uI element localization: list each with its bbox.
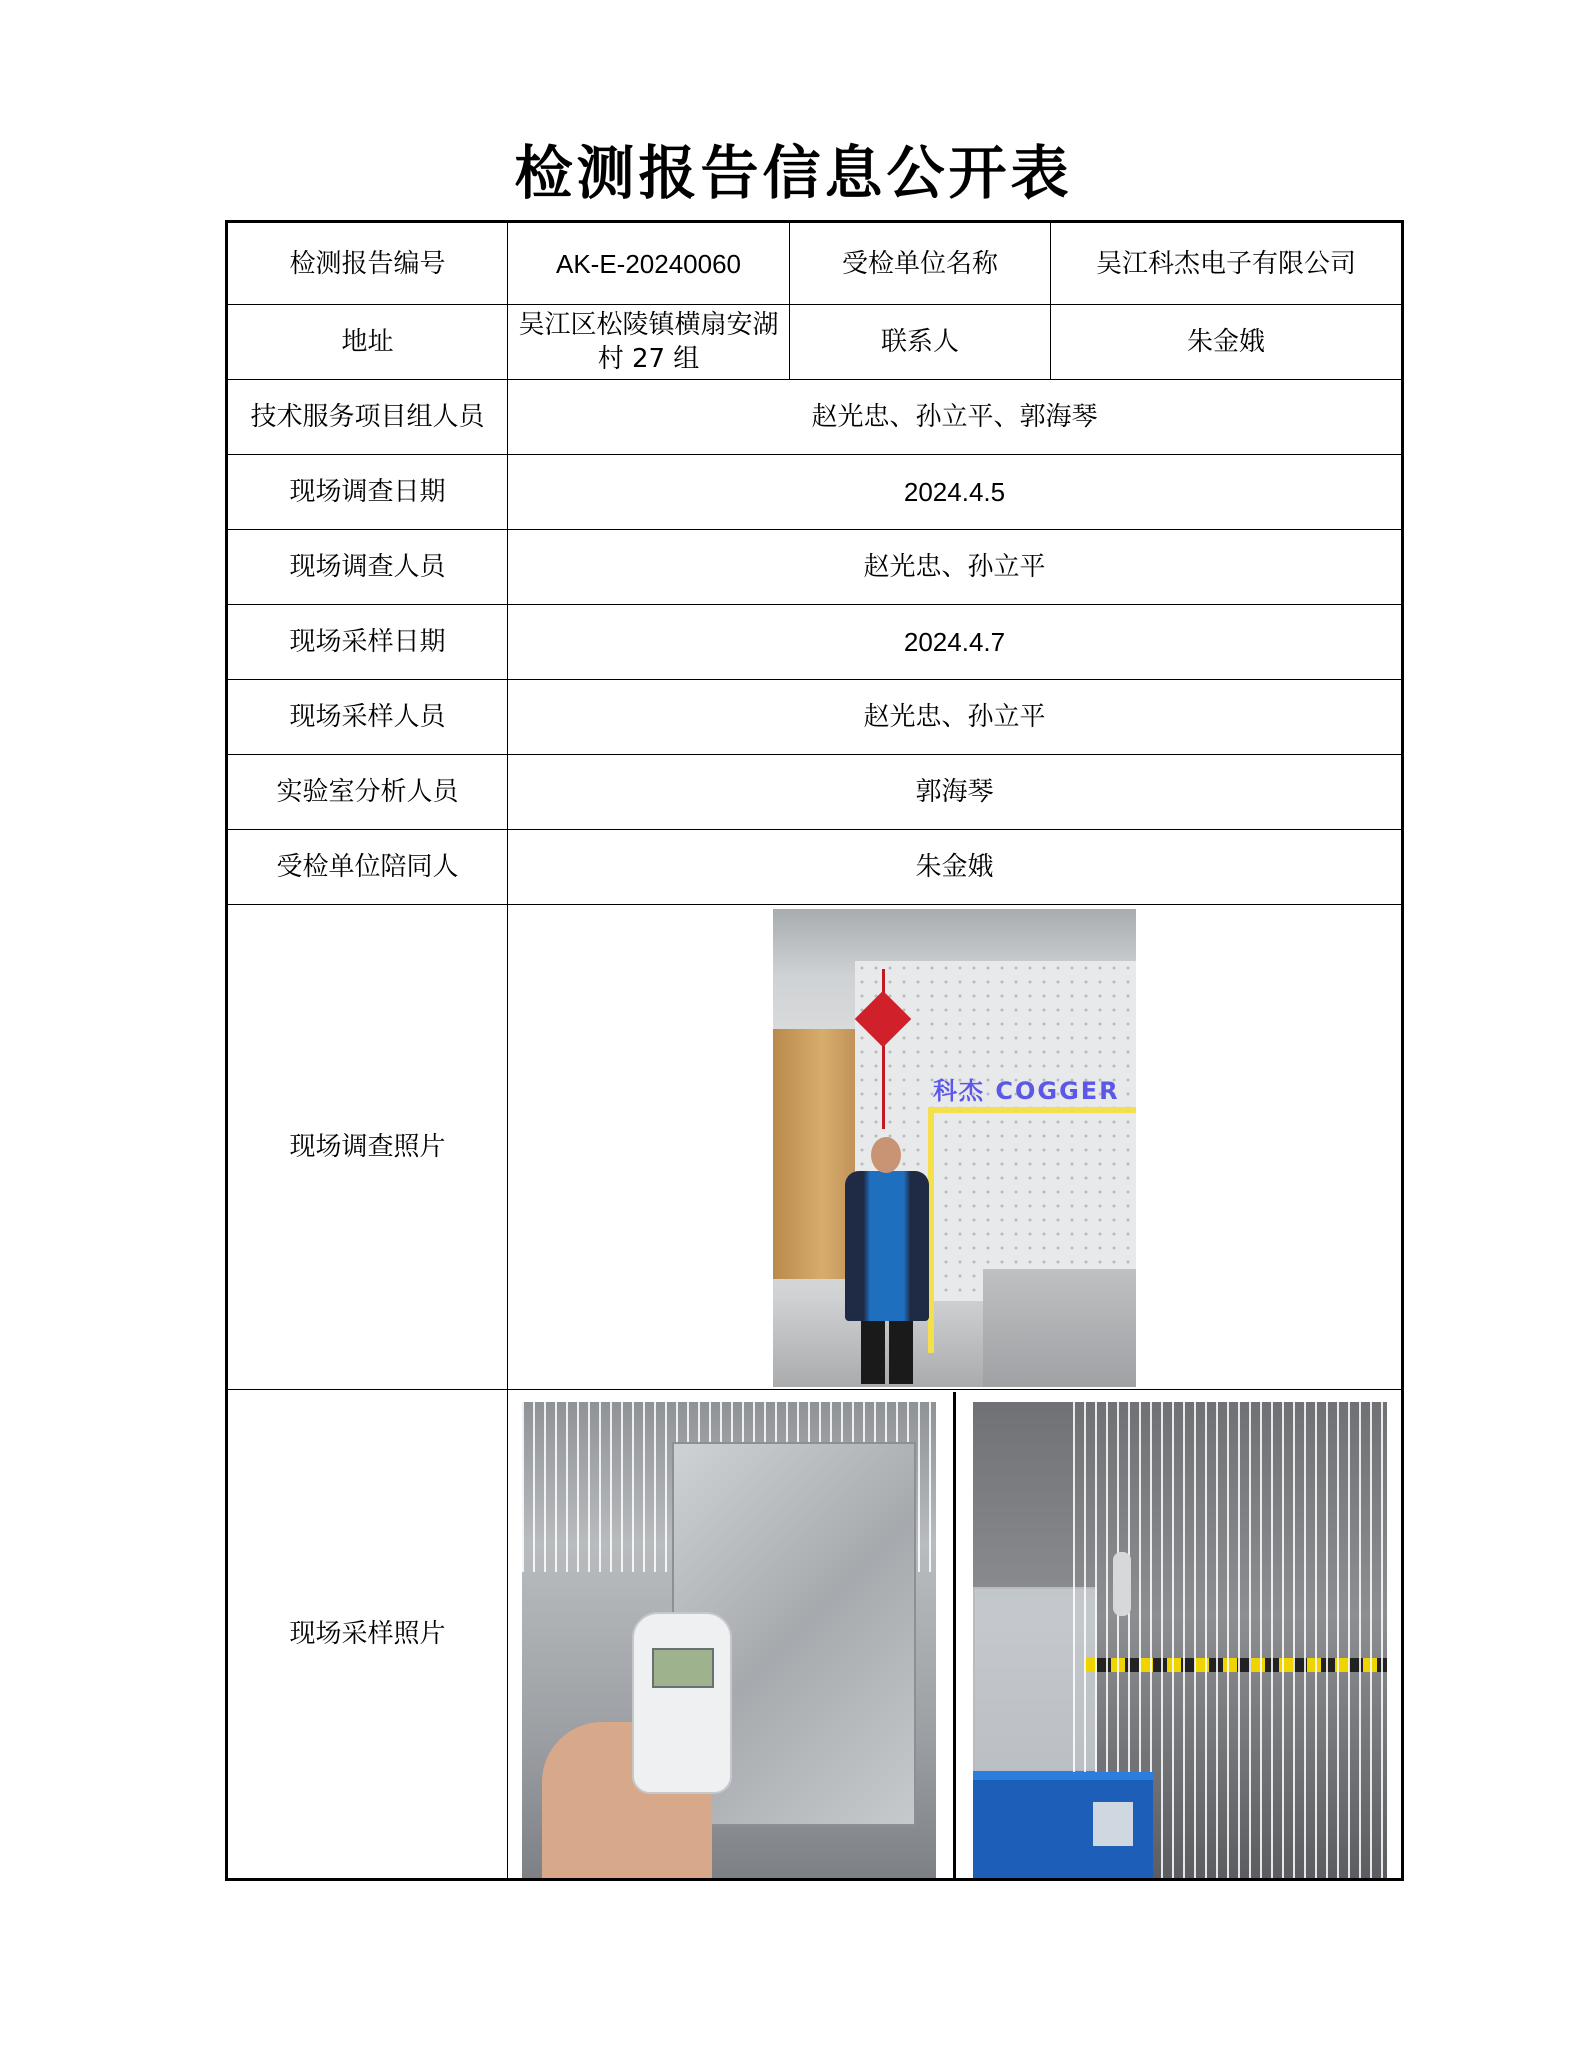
photo-person-head bbox=[871, 1137, 901, 1173]
report-no-label: 检测报告编号 bbox=[227, 222, 508, 305]
report-no-value: AK-E-20240060 bbox=[508, 222, 790, 305]
survey-photo bbox=[773, 909, 1136, 1387]
address-value: 吴江区松陵镇横扇安湖村 27 组 bbox=[508, 305, 790, 380]
page-title: 检测报告信息公开表 bbox=[514, 139, 1073, 207]
row-value: 赵光忠、孙立平 bbox=[508, 680, 1403, 755]
table-row bbox=[227, 755, 1403, 830]
row-label: 技术服务项目组人员 bbox=[227, 380, 508, 455]
photo-sampling-instrument bbox=[973, 1772, 1153, 1878]
sampling-photo-left bbox=[522, 1402, 936, 1878]
contact-label: 联系人 bbox=[790, 305, 1051, 380]
row-label: 实验室分析人员 bbox=[227, 755, 508, 830]
photo-person-legs bbox=[861, 1319, 913, 1384]
table-row bbox=[227, 455, 1403, 530]
row-value: 朱金娥 bbox=[508, 830, 1403, 905]
table-row bbox=[227, 305, 1403, 380]
table-row bbox=[227, 905, 1403, 1390]
row-value: 赵光忠、孙立平、郭海琴 bbox=[508, 380, 1403, 455]
unit-name-label: 受检单位名称 bbox=[790, 222, 1051, 305]
photo-sampler-probe bbox=[1113, 1552, 1131, 1616]
photo-company-sign: 科杰 COGGER bbox=[933, 1077, 1120, 1105]
row-value: 2024.4.7 bbox=[508, 605, 1403, 680]
photo-divider bbox=[953, 1392, 956, 1878]
survey-photo-cell bbox=[508, 905, 1403, 1390]
sampling-photo-label: 现场采样照片 bbox=[227, 1390, 508, 1880]
row-label: 现场调查日期 bbox=[227, 455, 508, 530]
photo-sound-level-meter bbox=[632, 1612, 732, 1794]
unit-name-value: 吴江科杰电子有限公司 bbox=[1051, 222, 1403, 305]
report-info-table bbox=[225, 220, 1404, 1881]
contact-value: 朱金娥 bbox=[1051, 305, 1403, 380]
row-label: 现场调查人员 bbox=[227, 530, 508, 605]
table-row bbox=[227, 1390, 1403, 1880]
survey-photo-label: 现场调查照片 bbox=[227, 905, 508, 1390]
row-value: 赵光忠、孙立平 bbox=[508, 530, 1403, 605]
row-label: 现场采样人员 bbox=[227, 680, 508, 755]
row-label: 受检单位陪同人 bbox=[227, 830, 508, 905]
table-row bbox=[227, 680, 1403, 755]
row-value: 2024.4.5 bbox=[508, 455, 1403, 530]
row-value: 郭海琴 bbox=[508, 755, 1403, 830]
photo-reception-desk bbox=[983, 1269, 1136, 1387]
table-row bbox=[227, 222, 1403, 305]
table-row bbox=[227, 380, 1403, 455]
table-row bbox=[227, 605, 1403, 680]
address-label: 地址 bbox=[227, 305, 508, 380]
photo-person-body bbox=[845, 1171, 929, 1321]
sampling-photo-cell bbox=[508, 1390, 1403, 1880]
table-row bbox=[227, 830, 1403, 905]
meter-screen bbox=[652, 1648, 714, 1688]
photo-wood-door bbox=[773, 1029, 855, 1279]
instrument-screen bbox=[1093, 1802, 1133, 1846]
row-label: 现场采样日期 bbox=[227, 605, 508, 680]
table-row bbox=[227, 530, 1403, 605]
sampling-photo-right bbox=[973, 1402, 1387, 1878]
